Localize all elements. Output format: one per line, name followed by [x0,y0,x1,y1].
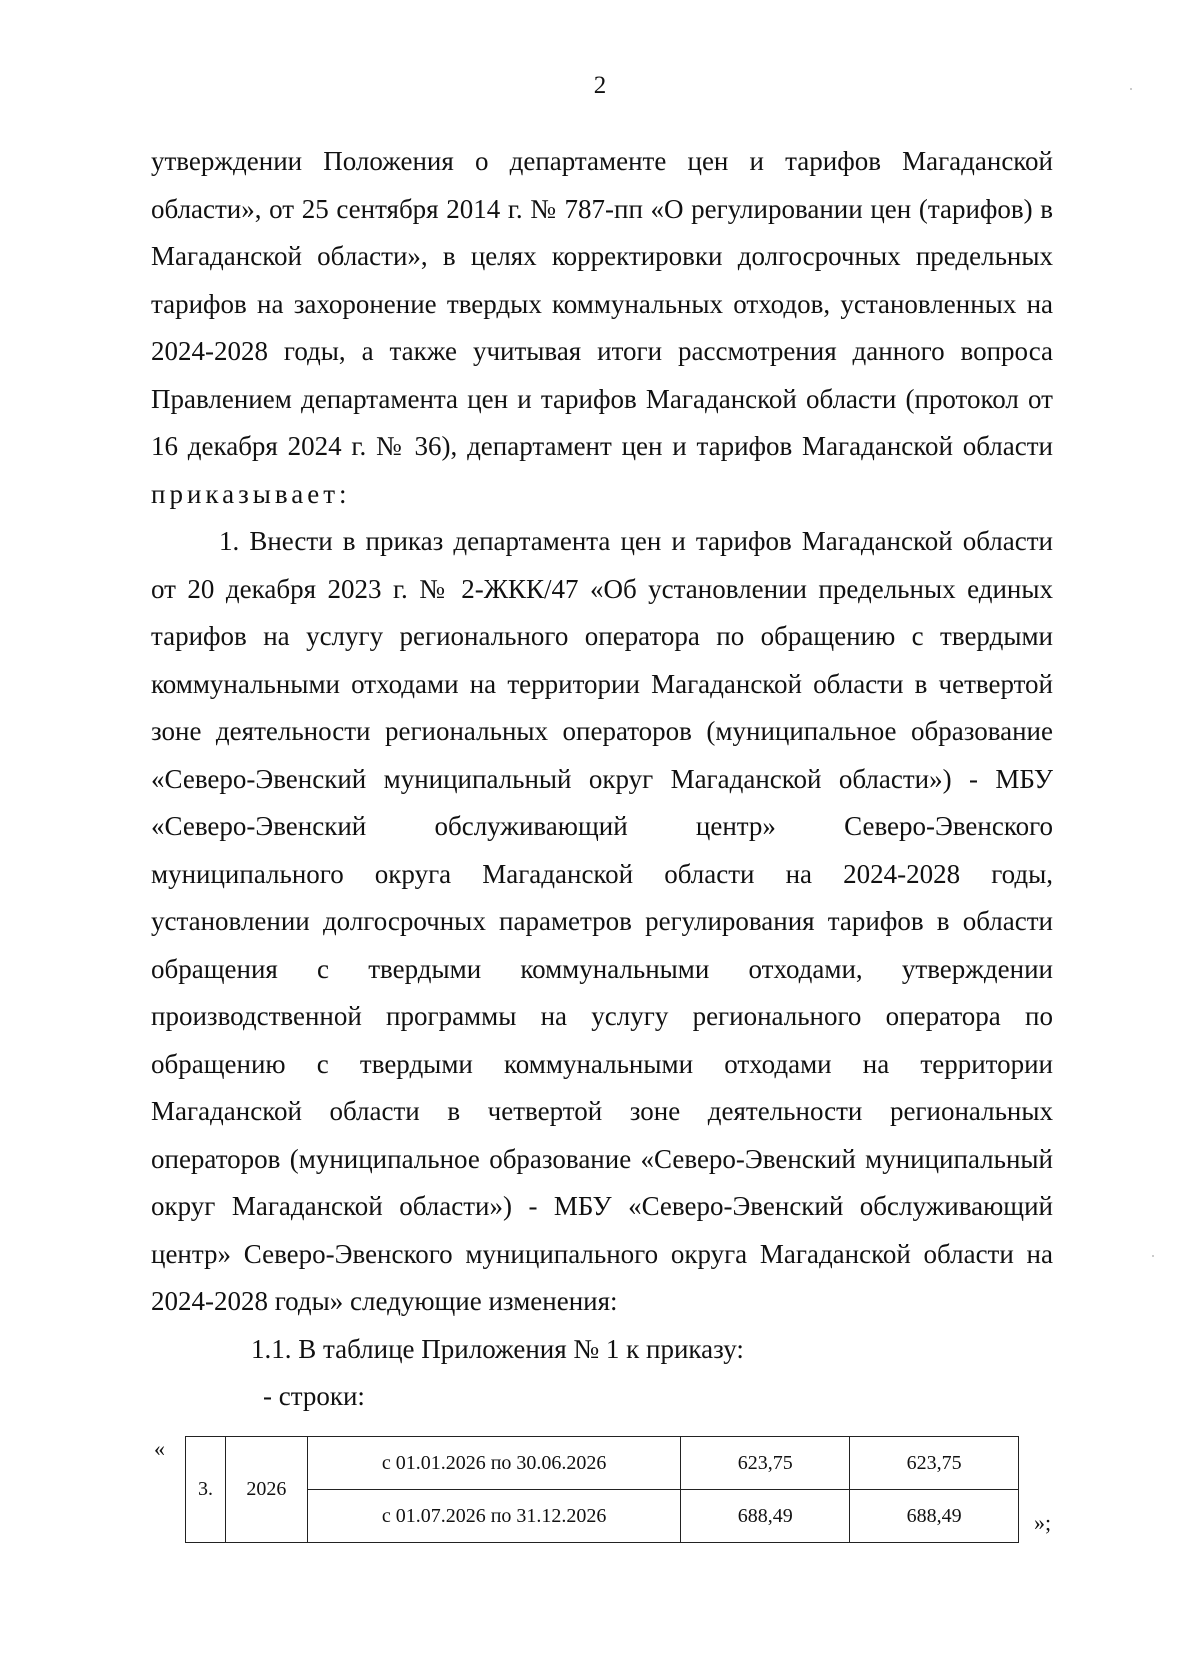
paragraph-item-1: 1. Внести в приказ департамента цен и тарифов Магаданской области от 20 декабря 2023 г. № 2-ЖКК/47 «Об установлении предельных единых тарифов на услугу регионального оператора по обращению с твердыми коммунальными отходами на территории Магаданской области в четвертой зоне деятельности региональных операторов (муниципальное образование «Северо-Эвенский муниципальный округ Магаданской области») - МБУ «Северо-Эвенский обслуживающий центр» Северо-Эвенского муниципального округа Магаданской области на 2024-2028 годы, установлении долгосрочных параметров регулирования тарифов в области обращения с твердыми коммунальными отходами, утверждении производственной программы на услугу регионального оператора по обращению с твердыми коммунальными отходами на территории Магаданской области в четвертой зоне деятельности региональных операторов (муниципальное образование «Северо-Эвенский муниципальный округ Магаданской области») - МБУ «Северо-Эвенский обслуживающий центр» Северо-Эвенского муниципального округа Магаданской области на 2024-2028 годы» следующие изменения: [151,526,1053,1316]
paragraph-item-1-1: 1.1. В таблице Приложения № 1 к приказу: [251,1333,744,1364]
table-quote-close: »; [1034,1510,1052,1535]
order-word: приказывает: [151,478,351,509]
paragraph-preamble [151,138,1053,518]
table-row [186,1437,1019,1490]
period-cell: с 01.07.2026 по 31.12.2026 [307,1490,681,1543]
paragraph-rows-label: - строки: [263,1381,365,1411]
tariff-value-cell: 688,49 [681,1490,850,1543]
table-quote-open: « [154,1436,165,1461]
page-number: 2 [593,72,607,99]
table-row [186,1490,1019,1543]
tariff-table [185,1436,1019,1543]
year-cell: 2026 [225,1437,307,1543]
tariff-value-cell: 688,49 [850,1490,1019,1543]
tariff-value-cell: 623,75 [681,1437,850,1490]
preamble-text: утверждении Положения о департаменте цен и тарифов Магаданской области», от 25 сентября 2014 г. № 787-пп «О регулировании цен (тарифов) в Магаданской области», в целях корректировки долгосрочных предельных тарифов на захоронение твердых коммунальных отходов, установленных на 2024-2028 годы, а также учитывая итоги рассмотрения данного вопроса Правлением департамента цен и тарифов Магаданской области (протокол от 16 декабря 2024 г. № 36), департамент цен и тарифов Магаданской области [151,146,1053,461]
row-number-cell: 3. [186,1437,226,1543]
scan-speck [1152,1255,1154,1257]
scan-speck [1130,88,1132,90]
document-body [151,138,1053,1421]
tariff-value-cell: 623,75 [850,1437,1019,1490]
period-cell: с 01.01.2026 по 30.06.2026 [307,1437,681,1490]
